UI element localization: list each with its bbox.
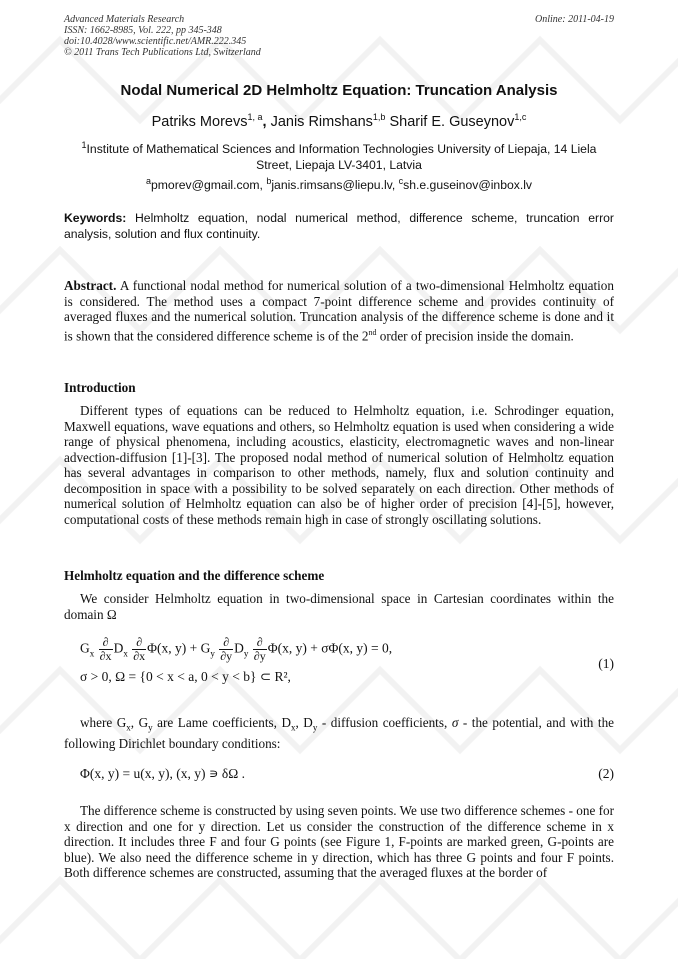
section2-paragraph-2: where $G_x$, $G_y$ are Lame coefficients, $D_x$, $D_y$ - diffusion coefficients, σ - the potential, and with the following Dirichlet boundary conditions:: [64, 715, 615, 752]
affiliation: $^1$Institute of Mathematical Sciences and Information Technologies University of Liepaja, 14 Liela Street, Liepaja LV-3401, Latvia: [81, 140, 597, 173]
equation-1: [80, 636, 614, 685]
email-c: sh.e.guseinov@inbox.lv: [403, 178, 533, 193]
journal-name: Advanced Materials Research: [64, 14, 185, 25]
equation-1-line-1: $G_x$ $\frac{\partial}{\partial x}$ $D_x$ $\frac{\partial}{\partial x}$ Φ(x, $y) + G_y$ $\frac{\partial}{\partial y}$ $D_y$ $\frac{\partial}{\partial y}$ Φ(x, y) + σΦ(x, y) = 0,: [80, 635, 393, 663]
keywords-label: Keywords:: [64, 211, 127, 225]
doi: doi:10.4028/www.scientific.net/AMR.222.345: [64, 36, 247, 47]
copyright: © 2011 Trans Tech Publications Ltd, Switzerland: [64, 47, 261, 58]
abstract-label: Abstract.: [64, 278, 117, 293]
equation-1-number: (1): [598, 656, 614, 671]
author-emails: $^a$pmorev@gmail.com, $^b$janis.rimsans@liepu.lv, $^c$sh.e.guseinov@inbox.lv: [145, 176, 533, 193]
equation-1-line-2: σ > 0, Ω = {0 < x < a, 0 < y < b} ⊂ R²,: [80, 669, 291, 684]
intro-heading: Introduction: [64, 380, 136, 395]
section2-paragraph-1: We consider Helmholtz equation in two-dimensional space in Cartesian coordinates within the domain Ω: [64, 591, 614, 622]
section2-paragraph-3: The difference scheme is constructed by using seven points. We use two difference schemes - one for x direction and one for y direction. Let us consider the construction of the difference scheme in x direction. It includes three F and four G points (see Figure 1, F-points are marked green, G-points are blue). We also need the difference scheme in y direction, which has three G points and four F points. Both difference schemes are constructed, assuming that the averaged fluxes at the border of: [64, 803, 614, 880]
author-list: Patriks Morevs$^{1, a}$, Janis Rimshans$^{1,b}$ Sharif E. Guseynov$^{1,c}$: [151, 112, 527, 130]
section2-heading: Helmholtz equation and the difference scheme: [64, 568, 325, 583]
paper-title: Nodal Numerical 2D Helmholtz Equation: Truncation Analysis: [120, 82, 558, 99]
author-2: Janis Rimshans: [270, 113, 373, 130]
online-date: Online: 2011-04-19: [535, 14, 614, 25]
issn: ISSN: 1662-8985, Vol. 222, pp 345-348: [64, 25, 222, 36]
equation-2: Φ(x, y) = u(x, y), (x, y) ∍ δΩ . (2): [80, 766, 614, 781]
author-3: Sharif E. Guseynov: [389, 113, 515, 130]
intro-paragraph: Different types of equations can be reduced to Helmholtz equation, i.e. Schrodinger equation, Maxwell equations, wave equations and others, so Helmholtz equation is used when considering a wide range of physical phenomena, including acoustics, elasticity, electromagnetic waves and non-linear advection-diffusion [1]-[3]. The proposed nodal method of numerical solution of Helmholtz equation has several advantages in comparison to other methods, namely, flux and solution continuity and decomposition in space with a possibility to be solved separately on each direction. Other methods of numerical solution of Helmholtz equation can also be of higher order of precision [4]-[5], however, computational costs of these methods remain high in case of strongly oscillating solutions.: [64, 403, 614, 527]
running-header: [64, 14, 614, 58]
equation-2-number: (2): [598, 766, 614, 781]
keywords: [64, 210, 614, 242]
author-1: Patriks Morevs: [151, 113, 248, 130]
keywords-text: Helmholtz equation, nodal numerical method, difference scheme, truncation error analysis, solution and flux continuity.: [64, 211, 614, 241]
email-a: pmorev@gmail.com,: [150, 178, 263, 193]
abstract: Abstract. A functional nodal method for numerical solution of a two-dimensional Helmholtz equation is considered. The method uses a compact 7-point difference scheme and provides continuity of averaged fluxes and the numerical solution. Truncation analysis of the difference scheme is done and it is shown that the considered difference scheme is of the 2nd order of precision inside the domain.: [64, 278, 614, 343]
email-b: janis.rimsans@liepu.lv,: [271, 178, 396, 193]
